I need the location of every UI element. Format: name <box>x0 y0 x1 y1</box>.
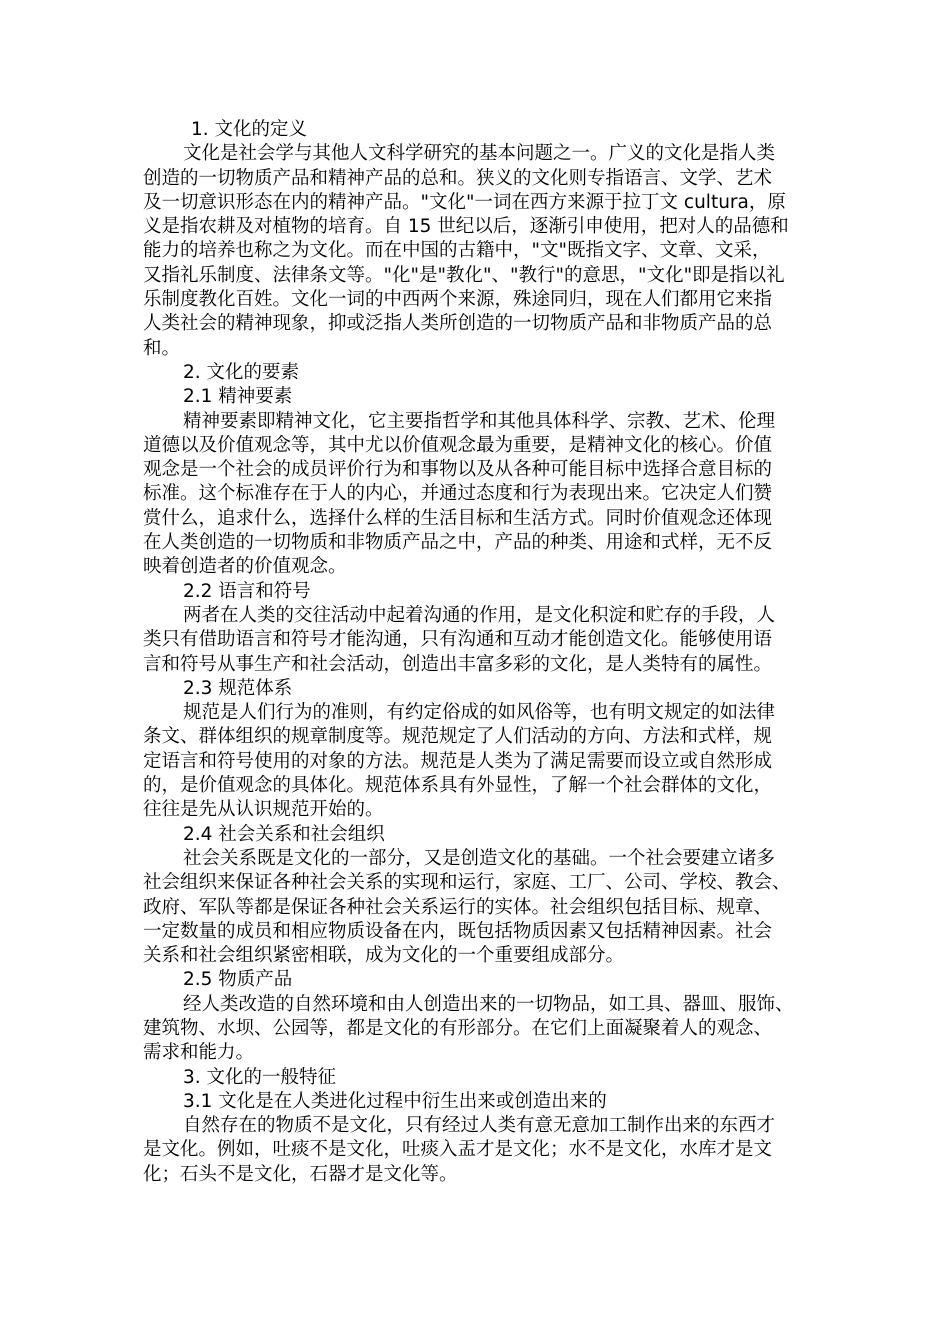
heading-text: 2.2 语言和符号 <box>183 580 311 602</box>
paragraph-line: 政府、军队等都是保证各种社会关系运行的实体。社会组织包括目标、规章、 <box>143 896 773 918</box>
paragraph-line: 类只有借助语言和符号才能沟通，只有沟通和互动才能创造文化。能够使用语 <box>143 629 773 651</box>
paragraph-line: 规范是人们行为的准则，有约定俗成的如风俗等，也有明文规定的如法律 <box>183 702 776 724</box>
paragraph-line: 建筑物、水坝、公园等，都是文化的有形部分。在它们上面凝聚着人的观念、 <box>143 1017 773 1039</box>
heading-text: 2.1 精神要素 <box>183 386 293 408</box>
section-heading <box>143 823 808 847</box>
body-paragraph <box>143 142 808 361</box>
paragraph-line: 观念是一个社会的成员评价行为和事物以及从各种可能目标中选择合意目标的 <box>143 459 773 481</box>
paragraph-line: 及一切意识形态在内的精神产品。"文化"一词在西方来源于拉丁文 cultura，原 <box>143 191 786 213</box>
paragraph-line: 赏什么，追求什么，选择什么样的生活目标和生活方式。同时价值观念还体现 <box>143 507 773 529</box>
body-paragraph <box>143 847 808 968</box>
paragraph-line: 化；石头不是文化，石器才是文化等。 <box>143 1163 458 1185</box>
heading-text: 3.1 文化是在人类进化过程中衍生出来或创造出来的 <box>183 1090 607 1112</box>
paragraph-line: 自然存在的物质不是文化，只有经过人类有意无意加工制作出来的东西才 <box>183 1115 776 1137</box>
body-paragraph <box>143 604 808 677</box>
section-heading <box>143 118 808 142</box>
paragraph-line: 乐制度教化百姓。文化一词的中西两个来源，殊途同归，现在人们都用它来指 <box>143 289 773 311</box>
body-paragraph <box>143 410 808 580</box>
paragraph-line: 言和符号从事生产和社会活动，创造出丰富多彩的文化，是人类特有的属性。 <box>143 653 773 675</box>
body-paragraph <box>143 701 808 822</box>
section-heading <box>143 580 808 604</box>
section-heading <box>143 385 808 409</box>
heading-text: 2. 文化的要素 <box>183 361 300 383</box>
paragraph-line: 和。 <box>143 337 181 359</box>
paragraph-line: 一定数量的成员和相应物质设备在内，既包括物质因素又包括精神因素。社会 <box>143 920 773 942</box>
paragraph-line: 社会关系既是文化的一部分，又是创造文化的基础。一个社会要建立诸多 <box>183 847 776 869</box>
document-page <box>143 118 808 1187</box>
heading-text: 1. 文化的定义 <box>191 119 308 140</box>
paragraph-line: 的，是价值观念的具体化。规范体系具有外显性，了解一个社会群体的文化， <box>143 775 773 797</box>
paragraph-line: 是文化。例如，吐痰不是文化，吐痰入盂才是文化；水不是文化，水库才是文 <box>143 1139 773 1161</box>
heading-text: 2.3 规范体系 <box>183 677 293 699</box>
section-heading <box>143 1066 808 1090</box>
paragraph-line: 关系和社会组织紧密相联，成为文化的一个重要组成部分。 <box>143 945 625 967</box>
paragraph-line: 需求和能力。 <box>143 1042 255 1064</box>
paragraph-line: 社会组织来保证各种社会关系的实现和运行，家庭、工厂、公司、学校、教会、 <box>143 872 791 894</box>
paragraph-line: 往往是先从认识规范开始的。 <box>143 799 384 821</box>
paragraph-line: 标准。这个标准存在于人的内心，并通过态度和行为表现出来。它决定人们赞 <box>143 483 773 505</box>
paragraph-line: 精神要素即精神文化，它主要指哲学和其他具体科学、宗教、艺术、伦理 <box>183 410 776 432</box>
paragraph-line: 两者在人类的交往活动中起着沟通的作用，是文化积淀和贮存的手段，人 <box>183 604 776 626</box>
paragraph-line: 文化是社会学与其他人文科学研究的基本问题之一。广义的文化是指人类 <box>183 143 776 165</box>
paragraph-line: 道德以及价值观念等，其中尤以价值观念最为重要，是精神文化的核心。价值 <box>143 434 773 456</box>
paragraph-line: 经人类改造的自然环境和由人创造出来的一切物品，如工具、器皿、服饰、 <box>183 993 794 1015</box>
paragraph-line: 又指礼乐制度、法律条文等。"化"是"教化"、"教行"的意思，"文化"即是指以礼 <box>143 264 785 286</box>
section-heading <box>143 361 808 385</box>
paragraph-line: 义是指农耕及对植物的培育。自 15 世纪以后，逐渐引申使用，把对人的品德和 <box>143 216 789 238</box>
paragraph-line: 创造的一切物质产品和精神产品的总和。狭义的文化则专指语言、文学、艺术 <box>143 167 773 189</box>
section-heading <box>143 677 808 701</box>
body-paragraph <box>143 1114 808 1187</box>
paragraph-line: 映着创造者的价值观念。 <box>143 556 347 578</box>
paragraph-line: 条文、群体组织的规章制度等。规范规定了人们活动的方向、方法和式样，规 <box>143 726 773 748</box>
heading-text: 2.4 社会关系和社会组织 <box>183 823 385 845</box>
section-heading <box>143 1090 808 1114</box>
paragraph-line: 能力的培养也称之为文化。而在中国的古籍中，"文"既指文字、文章、文采， <box>143 240 771 262</box>
body-paragraph <box>143 993 808 1066</box>
heading-text: 2.5 物质产品 <box>183 969 293 991</box>
paragraph-line: 定语言和符号使用的对象的方法。规范是人类为了满足需要而设立或自然形成 <box>143 750 773 772</box>
paragraph-line: 在人类创造的一切物质和非物质产品之中，产品的种类、用途和式样，无不反 <box>143 532 773 554</box>
paragraph-line: 人类社会的精神现象，抑或泛指人类所创造的一切物质产品和非物质产品的总 <box>143 313 773 335</box>
section-heading <box>143 968 808 992</box>
heading-text: 3. 文化的一般特征 <box>183 1066 337 1088</box>
